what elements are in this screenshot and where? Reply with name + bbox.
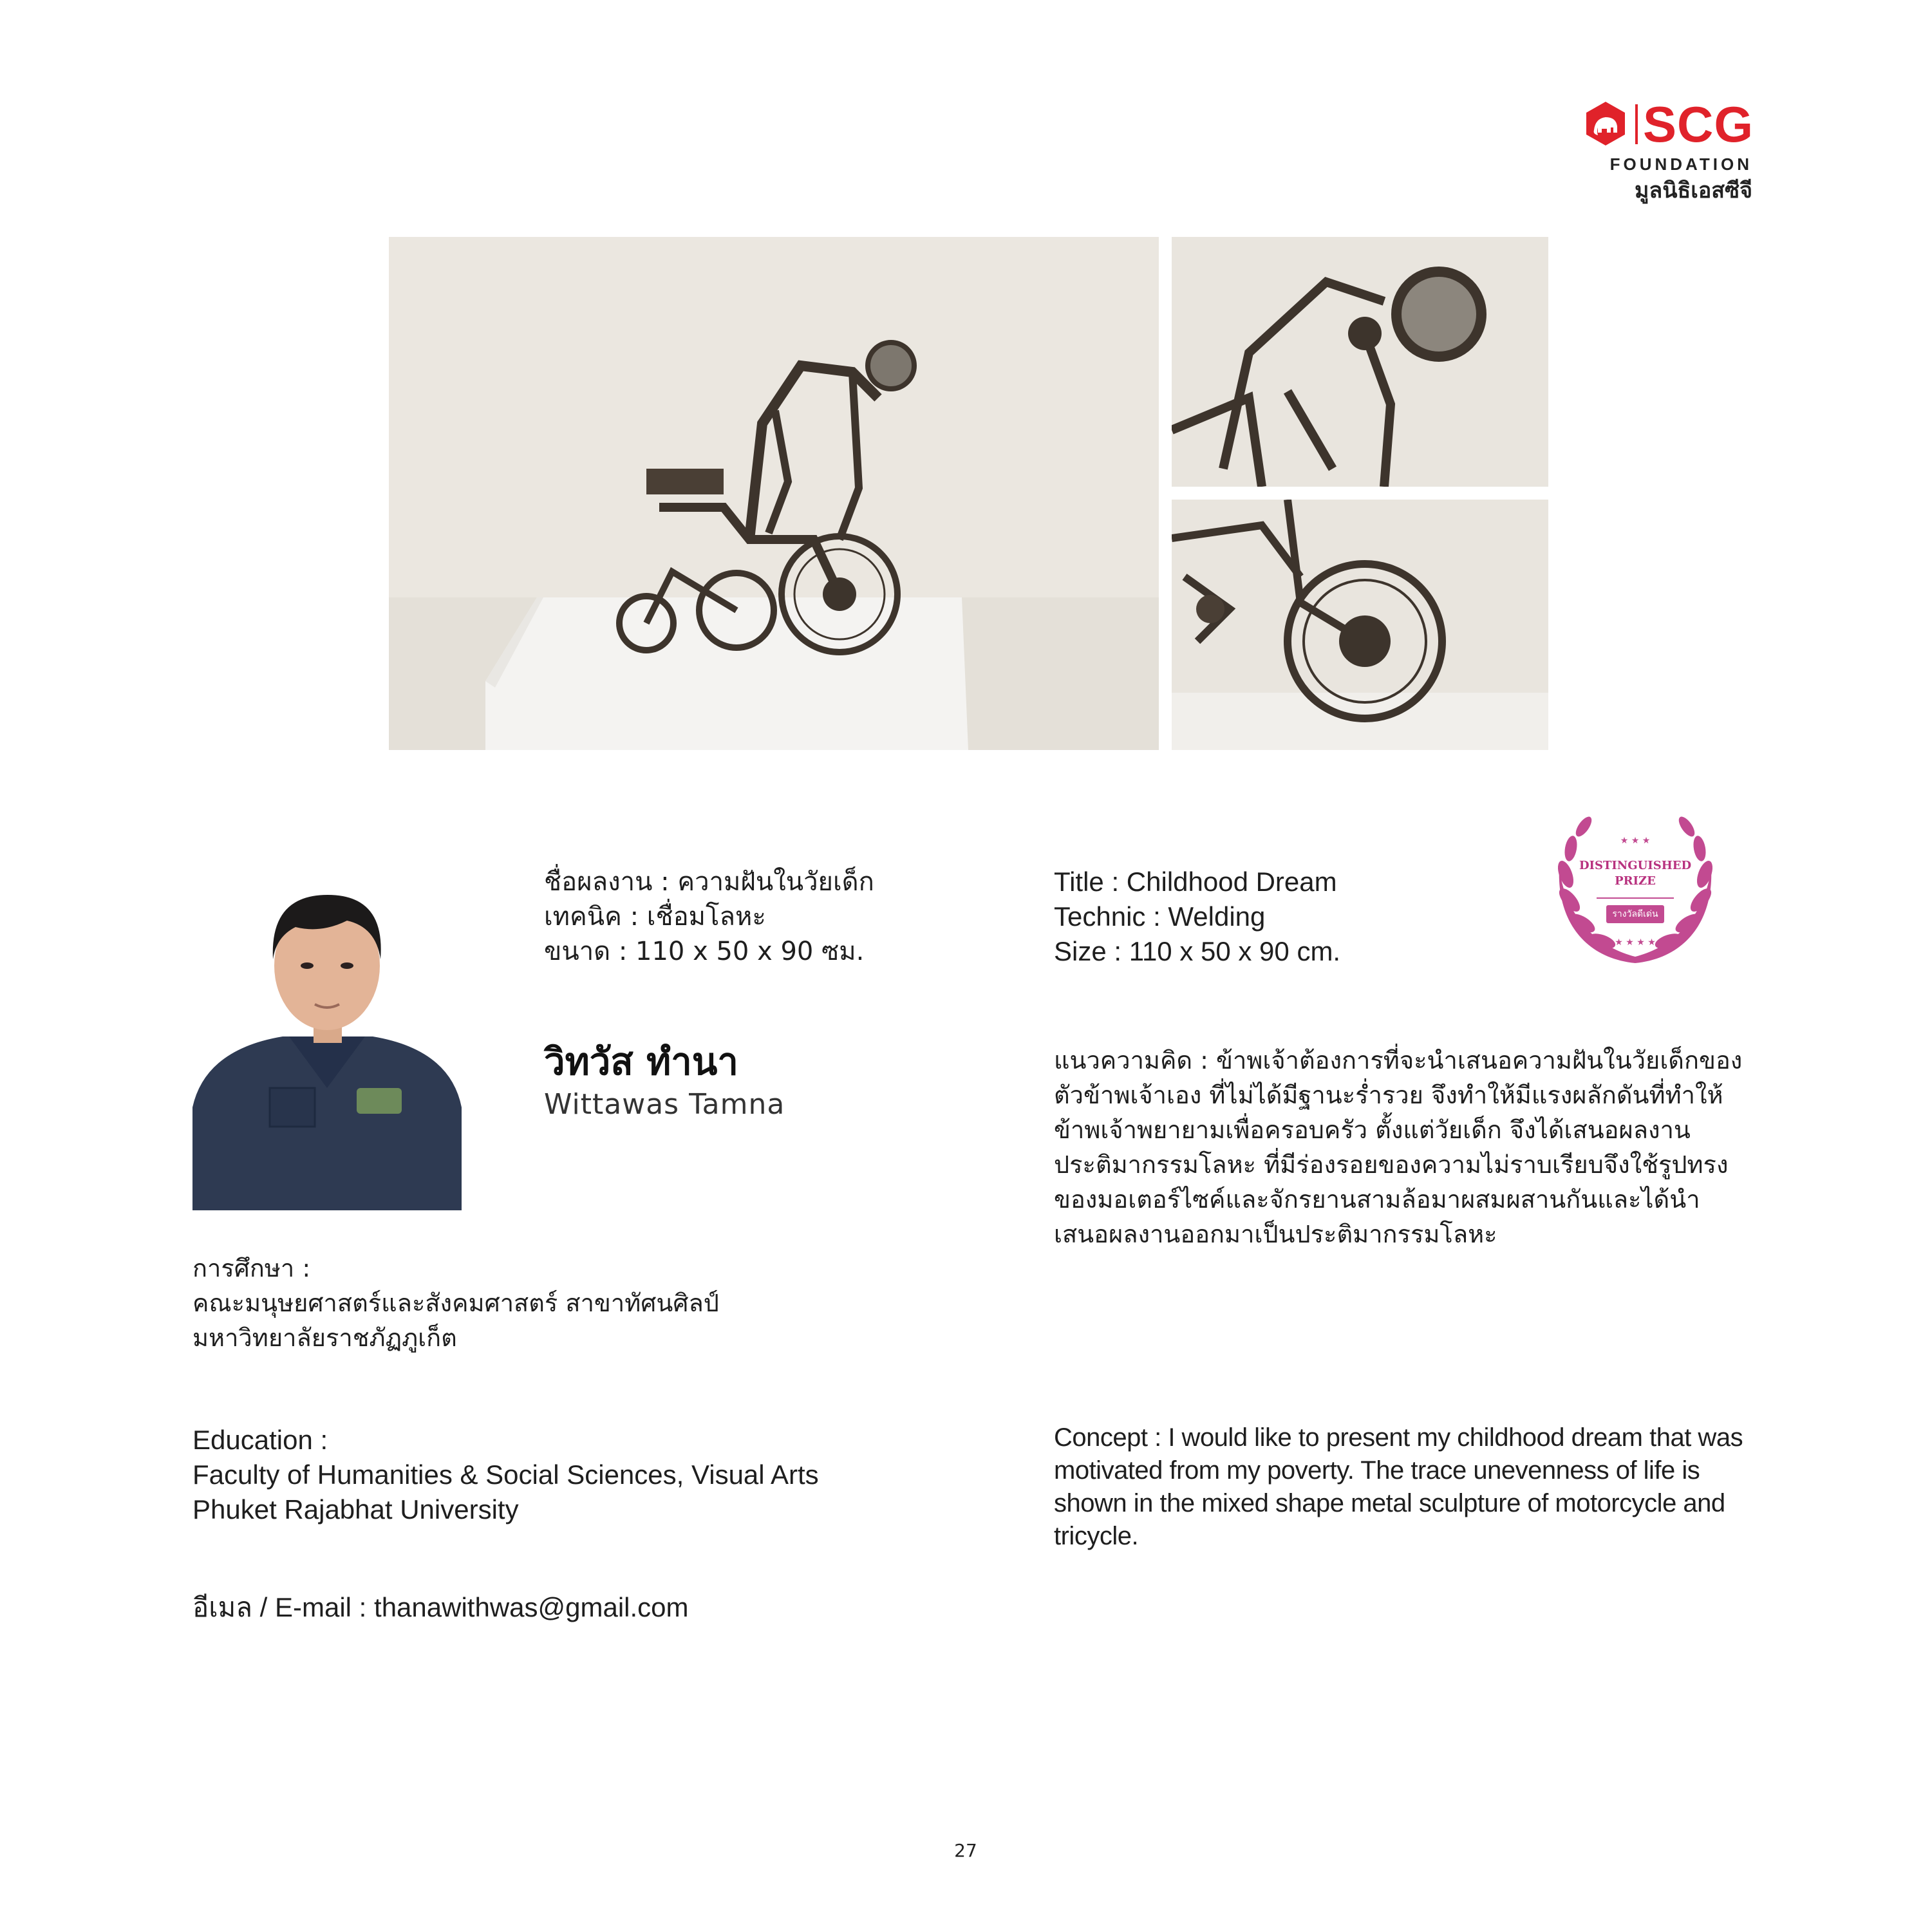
award-title: DISTINGUISHED PRIZE [1579, 859, 1692, 888]
artwork-info-thai [544, 865, 874, 969]
education-thai-faculty: คณะมนุษยศาสตร์และสังคมศาสตร์ สาขาทัศนศิลป์ [192, 1289, 719, 1317]
distinguished-prize-badge [1545, 797, 1725, 971]
education-english-faculty: Faculty of Humanities & Social Sciences, Visual Arts [192, 1459, 819, 1490]
artwork-size-english: Size : 110 x 50 x 90 cm. [1054, 936, 1341, 966]
concept-english: Concept : I would like to present my childhood dream that was motivated from my poverty. The trace unevenness of life is shown in the mixed shape metal sculpture of motorcycle and tricycle. [1054, 1423, 1743, 1550]
svg-text:★ ★ ★ ★: ★ ★ ★ ★ [1615, 937, 1656, 948]
artwork-photo-detail-top [1172, 237, 1548, 487]
education-thai-label: การศึกษา : [192, 1254, 311, 1282]
artist-name-thai: วิทวัส ทำนา [544, 1040, 738, 1083]
artwork-title-english: Title : Childhood Dream [1054, 867, 1337, 897]
artwork-technic-english: Technic : Welding [1054, 901, 1266, 932]
artist-portrait [192, 876, 462, 1210]
svg-text:★ ★ ★: ★ ★ ★ [1620, 836, 1651, 846]
artwork-photo-detail-bottom [1172, 500, 1548, 750]
education-english-label: Education : [192, 1425, 328, 1455]
logo-scg-text: SCG [1643, 96, 1754, 153]
scg-foundation-logo [1582, 95, 1756, 203]
concept-thai: แนวความคิด : ข้าพเจ้าต้องการที่จะนำเสนอความฝันในวัยเด็กของตัวข้าพเจ้าเอง ที่ไม่ได้มีฐานะร่ำรวย จึงทำให้มีแรงผลักดันที่ทำให้ข้าพเจ้าพยายามเพื่อครอบครัว ตั้งแต่วัยเด็ก จึงได้เสนอผลงานประติมากรรมโลหะ ที่มีร่องรอยของความไม่ราบเรียบจึงใช้รูปทรงของมอเตอร์ไซค์และจักรยานสามล้อมาผสมผสานกันและได้นำเสนอผลงานออกมาเป็นประติมากรรมโลหะ [1054, 1046, 1743, 1248]
scg-elephant-icon [1582, 100, 1629, 147]
artwork-title-thai: ชื่อผลงาน : ความฝันในวัยเด็ก [544, 867, 874, 897]
award-thai-label: รางวัลดีเด่น [1612, 909, 1658, 919]
education-english [192, 1423, 819, 1527]
education-thai-university: มหาวิทยาลัยราชภัฏภูเก็ต [192, 1324, 457, 1352]
artwork-technic-thai: เทคนิค : เชื่อมโลหะ [544, 902, 766, 932]
artwork-size-thai: ขนาด : 110 x 50 x 90 ซม. [544, 937, 865, 966]
artwork-photo-main [389, 237, 1159, 750]
education-thai [192, 1251, 719, 1355]
contact-email: อีเมล / E-mail : thanawithwas@gmail.com [192, 1592, 689, 1622]
logo-foundation-text: FOUNDATION [1609, 155, 1752, 174]
artwork-info-english [1054, 865, 1340, 969]
logo-thai-text: มูลนิธิเอสซีจี [1634, 178, 1752, 203]
logo-separator [1635, 104, 1638, 144]
artist-name-english: Wittawas Tamna [544, 1088, 785, 1121]
page-number: 27 [954, 1840, 977, 1861]
education-english-university: Phuket Rajabhat University [192, 1494, 519, 1524]
